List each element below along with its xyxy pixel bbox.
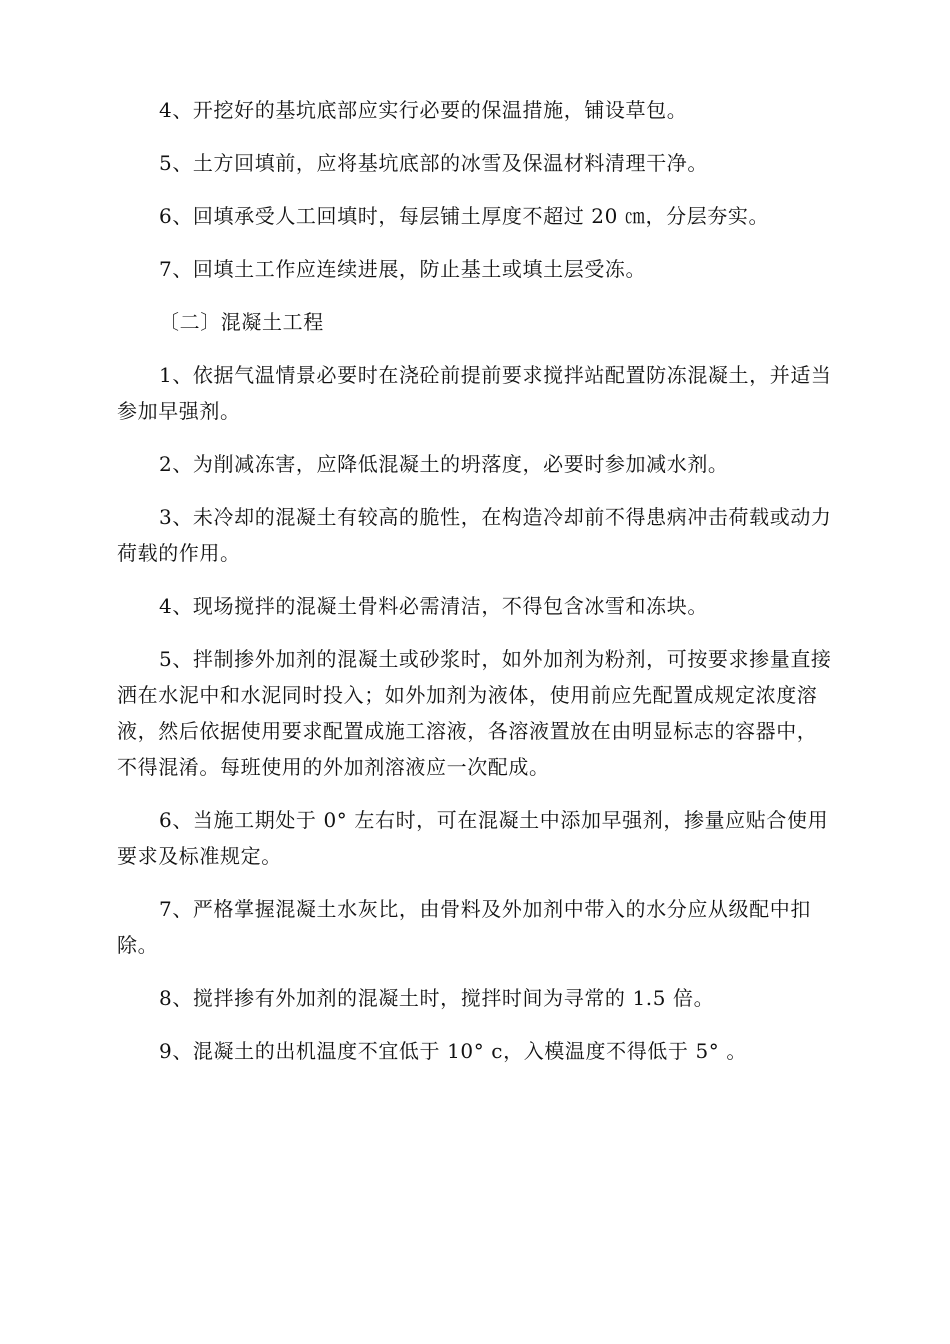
paragraph-earthwork-4: 4、开挖好的基坑底部应实行必要的保温措施，铺设草包。 — [159, 98, 688, 122]
paragraph-concrete-4: 4、现场搅拌的混凝土骨料必需清洁，不得包含冰雪和冻块。 — [159, 594, 708, 618]
paragraph-concrete-8: 8、搅拌掺有外加剂的混凝土时，搅拌时间为寻常的 1.5 倍。 — [159, 986, 715, 1010]
paragraph-earthwork-7: 7、回填土工作应连续进展，防止基土或填土层受冻。 — [159, 257, 647, 281]
paragraph-earthwork-5: 5、土方回填前，应将基坑底部的冰雪及保温材料清理干净。 — [159, 151, 708, 175]
paragraph-concrete-9: 9、混凝土的出机温度不宜低于 10° c，入模温度不得低于 5° 。 — [159, 1039, 747, 1063]
paragraph-concrete-3: 3、未冷却的混凝土有较高的脆性，在构造冷却前不得患病冲击荷载或动力荷载的作用。 — [117, 505, 832, 565]
paragraph-concrete-2: 2、为削减冻害，应降低混凝土的坍落度，必要时参加减水剂。 — [159, 452, 729, 476]
paragraph-concrete-5: 5、拌制掺外加剂的混凝土或砂浆时，如外加剂为粉剂，可按要求掺量直接洒在水泥中和水泥同时投入；如外加剂为液体，使用前应先配置成规定浓度溶液，然后依据使用要求配置成施工溶液，各溶液置放在由明显标志的容器中，不得混淆。每班使用的外加剂溶液应一次配成。 — [117, 647, 832, 779]
paragraph-concrete-6: 6、当施工期处于 0° 左右时，可在混凝土中添加早强剂，掺量应贴合使用要求及标准规定。 — [117, 808, 829, 868]
section-heading-concrete: 〔二〕混凝土工程 — [159, 310, 324, 334]
paragraph-earthwork-6: 6、回填承受人工回填时，每层铺土厚度不超过 20 ㎝，分层夯实。 — [159, 204, 770, 228]
paragraph-concrete-7: 7、严格掌握混凝土水灰比，由骨料及外加剂中带入的水分应从级配中扣除。 — [117, 897, 811, 957]
document-body — [117, 92, 833, 1086]
paragraph-concrete-1: 1、依据气温情景必要时在浇砼前提前要求搅拌站配置防冻混凝土，并适当参加早强剂。 — [117, 363, 832, 423]
